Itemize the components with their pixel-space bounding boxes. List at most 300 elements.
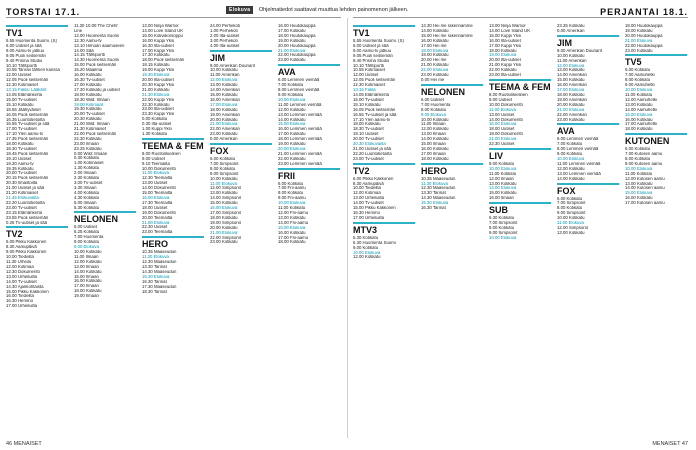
programme-entry: 11.00 Lemmen viemää bbox=[557, 161, 601, 166]
programme-entry: 10.00 Elokuva bbox=[278, 201, 306, 206]
programme-entry: 22.00 Amerikan bbox=[557, 112, 587, 117]
programme-entry: 10.00 Kotikatu bbox=[557, 53, 585, 58]
programme-entry: 12.00 Kotikatu bbox=[421, 127, 449, 132]
header-rule-left bbox=[6, 17, 341, 18]
programme-entry: 2.00 Ilmaan bbox=[74, 171, 97, 176]
programme-entry: 15.10 Kotikatu bbox=[353, 102, 381, 107]
channel-name: JIM bbox=[210, 52, 226, 63]
channel-name: JIM bbox=[557, 37, 573, 48]
programme-entry: 15.00 Kotikatu bbox=[489, 191, 517, 196]
programme-entry: 17.30 Maaseudun bbox=[142, 284, 177, 289]
channel-heading bbox=[210, 50, 274, 63]
channel-heading bbox=[353, 163, 417, 176]
channel-accent-bar bbox=[353, 25, 415, 27]
programme-entry: 17.00 Hei me bbox=[421, 43, 447, 48]
listing-column bbox=[210, 24, 274, 438]
programme-entry: 14.00 Tv-uutiset bbox=[6, 279, 37, 284]
programme-entry: 11.00 Kotikatu bbox=[625, 171, 653, 176]
programme-entry: 11.00 Ilmaan bbox=[421, 122, 446, 127]
programme-entry: 18.30 Tv-uutiset bbox=[6, 146, 37, 151]
programme-entry: 20.30 Ilmastoilta bbox=[6, 181, 38, 186]
programme-entry: 22.30 Kotikatu bbox=[142, 102, 170, 107]
programme-entry: 6.00 Kotikatu bbox=[625, 68, 651, 73]
programme-entry: 15.00 Elokuva bbox=[625, 112, 653, 117]
programme-entry: 19.00 Dokumentti bbox=[142, 210, 176, 215]
programme-entry: 14.00 Kotikatu bbox=[278, 117, 306, 122]
channel-accent-bar bbox=[74, 211, 136, 213]
programme-entry: 19.20 Aamu-tv bbox=[6, 161, 34, 166]
day-title-right: PERJANTAI 18.1. bbox=[600, 7, 688, 17]
programme-entry: 17.00 Ilmaan bbox=[74, 284, 99, 289]
programme-entry: 13.00 Kotikatu bbox=[625, 102, 653, 107]
programme-entry: 16.00 Amerikan bbox=[557, 83, 587, 88]
channel-accent-bar bbox=[625, 54, 687, 56]
programme-entry: 6.00 Kotikatu bbox=[625, 147, 651, 152]
programme-entry: 15.00 Ilmaan bbox=[74, 274, 99, 279]
listing-column bbox=[557, 24, 621, 438]
programme-entry: 7.00 Simpsonit bbox=[489, 221, 518, 226]
programme-entry: 6.00 Uutiset bbox=[74, 225, 97, 230]
programme-entry: 20.30 Elokuvailta bbox=[353, 142, 386, 147]
programme-entry: 15.00 Tv-uutiset bbox=[6, 97, 37, 102]
programme-entry: 22.00 Huutokauppa bbox=[625, 43, 663, 48]
page-header bbox=[0, 0, 696, 22]
programme-entry: 19.00 Elokuva bbox=[489, 53, 517, 58]
programme-entry: 12.00 Kotimaa bbox=[353, 191, 381, 196]
programme-entry: 23.15 Elämänkerta bbox=[6, 210, 43, 215]
programme-entry: 12.05 Puoli seitsemän bbox=[6, 78, 49, 83]
programme-entry: 15.00 Ilmaan bbox=[421, 142, 446, 147]
programme-entry: 9.00 Uutiset bbox=[489, 97, 512, 102]
programme-entry: 15.00 Puoli seitsemän bbox=[74, 63, 117, 68]
channel-name: NELONEN bbox=[74, 214, 119, 225]
programme-entry: 10.55 Kotimaiset bbox=[353, 68, 386, 73]
programme-entry: 14.00 Amerikan bbox=[557, 73, 587, 78]
programme-entry: 13.00 Lemmen viemää bbox=[557, 171, 601, 176]
listing-column bbox=[489, 24, 553, 438]
programme-entry: 19.00 Kotimaat bbox=[74, 102, 103, 107]
channel-accent-bar bbox=[278, 64, 340, 66]
programme-entry: 20.30 Kotikatu bbox=[74, 117, 102, 122]
channel-name: TV5 bbox=[625, 57, 642, 68]
programme-entry: 12.30 Teemailta bbox=[142, 176, 173, 181]
programme-entry: 17.30 Kotikatu bbox=[142, 53, 170, 58]
programme-entry: 20.00 Huutokauppa bbox=[278, 43, 316, 48]
programme-entry: 17.00 Frii-aamu bbox=[278, 235, 309, 240]
programme-entry: 16.30 Tarinat bbox=[142, 279, 167, 284]
programme-entry: 10.00 Tiedeilta bbox=[6, 255, 34, 260]
listing-column bbox=[278, 24, 342, 438]
programme-entry: 9.00 Kotikatu bbox=[353, 245, 379, 250]
programme-entry: 22.00 Simpsonit bbox=[210, 235, 241, 240]
programme-entry: 21.00 Kotikatu bbox=[142, 87, 170, 92]
channel-name: SUB bbox=[489, 205, 509, 216]
page-number-right: MENAISET 47 bbox=[652, 441, 688, 447]
programme-entry: 9.00 Aamuhetki bbox=[625, 83, 655, 88]
channel-name: TV1 bbox=[6, 28, 23, 38]
programme-entry: 15.00 Kuppi Yksi bbox=[489, 33, 522, 38]
programme-entry: 10.00 Elokuva bbox=[489, 166, 517, 171]
programme-entry: 14.00 Kotikatu bbox=[421, 137, 449, 142]
programme-entry: 0.00 Wild: Ilmaan bbox=[74, 151, 108, 156]
programme-entry: 1.00 Perhekoti bbox=[210, 28, 238, 33]
channel-heading bbox=[278, 168, 342, 181]
programme-entry: 10.00 Kotikatu bbox=[557, 216, 585, 221]
channel-heading bbox=[489, 202, 553, 215]
programme-entry: 13.30 Tarinat bbox=[142, 264, 167, 269]
channel-name: FRII bbox=[278, 170, 295, 181]
programme-entry: 16.00 Tiedeilta bbox=[6, 294, 34, 299]
channel-accent-bar bbox=[557, 183, 619, 185]
programme-entry: 23.00 Kotikatu bbox=[421, 73, 449, 78]
programme-entry: 19.00 Kuppi Yksi bbox=[142, 68, 175, 73]
listing-column bbox=[353, 24, 417, 438]
channel-accent-bar bbox=[489, 79, 551, 81]
channel-heading bbox=[6, 25, 70, 38]
page-number-left: 46 MENAISET bbox=[6, 441, 42, 447]
programme-entry: 22.00 Kuppi Yksi bbox=[142, 97, 175, 102]
programme-entry: 12.30 Maaseudun bbox=[421, 186, 456, 191]
programme-entry: 20.00 Huutokauppa bbox=[625, 33, 663, 38]
programme-entry: 6.25 Kotikatu bbox=[74, 230, 100, 235]
programme-entry: 5.55 Huomenta Suomi. (S) bbox=[353, 39, 404, 43]
programme-entry: 9.05 Puoli seitsemän bbox=[353, 53, 393, 58]
programme-entry: 12.00 Elokuva bbox=[557, 63, 585, 68]
programme-entry: 19.00 Amerikan bbox=[210, 112, 240, 117]
programme-entry: 13.00 Lemmen viemää bbox=[278, 112, 322, 117]
channel-heading bbox=[142, 236, 206, 249]
programme-entry: 14.30 Maaseudun bbox=[421, 196, 456, 201]
programme-entry: 0.30 Kotikatu bbox=[74, 156, 100, 161]
programme-entry: 15.00 Elokuva bbox=[278, 122, 306, 127]
programme-entry: 17.30 Teemailta bbox=[142, 200, 173, 205]
programme-entry: 15.00 Kotiviikonloppu bbox=[142, 33, 183, 38]
programme-entry: 12.00 Kotimaa bbox=[6, 264, 34, 269]
programme-entry: 10.00 Elokuva bbox=[625, 88, 653, 93]
programme-entry: 14.00 Dokumentti bbox=[142, 186, 176, 191]
programme-entry: 12.30 Aamu-tv bbox=[74, 38, 102, 43]
programme-entry: 8.00 Ruotsinkielinen bbox=[142, 151, 181, 156]
programme-entry: 21.30 Kotimaiset bbox=[74, 127, 107, 132]
programme-entry: 22.30 Uutiset bbox=[142, 225, 168, 230]
programme-entry: 1.30 Kotikatu bbox=[142, 131, 168, 136]
programme-entry: 13.00 Urheiluilta bbox=[353, 196, 385, 201]
channel-heading bbox=[353, 25, 417, 38]
channel-heading bbox=[489, 148, 553, 161]
programme-entry: 20.00 Tv-uutiset bbox=[353, 137, 384, 142]
programme-entry: 12.00 Ilmaan bbox=[489, 176, 514, 181]
programme-entry: 10.00 Kotikatu bbox=[421, 117, 449, 122]
programme-entry: 15.00 Elokuva bbox=[278, 225, 306, 230]
programme-entry: 15.00 Pikku Kakkonen bbox=[6, 289, 49, 294]
programme-entry: 22.20 Luontotietoilta bbox=[353, 151, 392, 156]
programme-entry: 7.00 Huomenta bbox=[74, 235, 104, 240]
programme-entry: 12.30 Maaseudun bbox=[142, 260, 177, 265]
programme-entry: 22.00 Amerikan bbox=[210, 127, 240, 132]
programme-entry: 23.00 Ilmaan bbox=[74, 141, 99, 146]
programme-entry: 20.00 Kotikatu bbox=[557, 102, 585, 107]
programme-entry: 13.15 Fakta: Lääkärit bbox=[6, 88, 47, 93]
programme-entry: 3.00 Tv-uutiset bbox=[74, 181, 103, 185]
programme-entry: 18.00 Elokuva bbox=[421, 48, 449, 53]
programme-entry: 19.00 Kotikatu bbox=[421, 53, 449, 58]
programme-entry: 10.35 Maaseudun bbox=[142, 250, 177, 255]
programme-entry: 14.00 Tv-uutiset bbox=[353, 201, 384, 206]
programme-entry: 11.00 Elokuva bbox=[489, 107, 516, 112]
programme-entry: 1.00 Kotimaiset bbox=[74, 161, 104, 166]
programme-entry: 23.00 Ilta-uutiset bbox=[489, 73, 521, 78]
programme-entry: 6.00 Kotikatu bbox=[557, 196, 583, 201]
programme-entry: 15.00 Elokuva bbox=[625, 191, 653, 196]
channel-name: TEEMA & FEM bbox=[489, 81, 551, 92]
channel-heading bbox=[278, 64, 342, 77]
programme-entry: 22.00 Puoli seitsemän bbox=[74, 131, 117, 136]
programme-entry: 6.00 Lemmen viemää bbox=[278, 78, 320, 83]
programme-entry: 17.00 Urheiluilta bbox=[353, 215, 385, 220]
channel-accent-bar bbox=[142, 236, 204, 238]
programme-entry: 13.00 Kotikatu bbox=[625, 181, 653, 186]
programme-entry: 16.05 Puoli seitsemän bbox=[6, 112, 49, 117]
channel-heading bbox=[421, 84, 485, 97]
programme-entry: 0.00 Amerikan bbox=[210, 137, 238, 142]
programme-entry: 20.00 Tv-uutiset bbox=[6, 171, 37, 176]
programme-entry: 21.45 Elokuvailta bbox=[6, 196, 39, 200]
programme-entry: 14.05 Elämänkerta bbox=[353, 92, 390, 97]
programme-entry: 21.00 Kotikatu bbox=[421, 63, 449, 68]
programme-entry: 5.55 Huomenta Suomi. (S) bbox=[6, 39, 57, 43]
programme-entry: 7.00 Aamuhetki bbox=[625, 73, 655, 78]
programme-entry: 19.00 Amerikan bbox=[557, 97, 587, 102]
programme-entry: 15.00 Hei me rakennamme bbox=[421, 33, 473, 38]
programme-entry: 23.00 Tv-uutiset bbox=[6, 205, 37, 210]
programme-entry: 14.00 Kotikatu bbox=[74, 269, 102, 274]
programme-entry: 10.55 Tanssii tähtien kanssa bbox=[6, 68, 60, 73]
programme-entry: 6.00 Pikku Kakkonen bbox=[6, 240, 47, 245]
programme-entry: 8.00 Kotikatu bbox=[557, 206, 583, 211]
programme-entry: 8.00 Kotikatu bbox=[74, 240, 100, 245]
header-rule-right bbox=[353, 17, 688, 18]
programme-entry: 17.00 Aamuhetki bbox=[625, 122, 658, 127]
channel-accent-bar bbox=[557, 123, 619, 125]
programme-entry: 15.00 Kotikatu bbox=[210, 201, 238, 206]
programme-entry: 9.00 Simpsonit bbox=[210, 171, 239, 176]
programme-entry: 21.00 Lemmen viemää bbox=[278, 151, 322, 156]
programme-entry: 21.00 Kuppi Yksi bbox=[489, 63, 522, 68]
programme-entry: 6.00 Lemmen viemää bbox=[557, 137, 599, 142]
programme-entry: 12.00 Uutiset bbox=[6, 73, 32, 78]
programme-entry: 21.00 Elokuva bbox=[489, 137, 517, 142]
programme-entry: 8.00 Kotikatu bbox=[278, 191, 304, 196]
programme-entry: 11.00 Ilmaan bbox=[74, 254, 99, 259]
programme-entry: 24.00 Perhekoti bbox=[210, 24, 241, 28]
programme-entry: 15.00 Kotikatu bbox=[557, 78, 585, 83]
programme-entry: 5.30 Kotikatu bbox=[353, 235, 379, 240]
channel-heading bbox=[625, 133, 689, 146]
programme-entry: 10.00 Elokuva bbox=[278, 97, 306, 102]
programme-entry: 17.00 Tv-uutiset bbox=[6, 127, 37, 132]
programme-entry: 13.30 Tarinat bbox=[421, 191, 446, 196]
programme-entry: 0.00 Hei me bbox=[421, 77, 445, 82]
channel-heading bbox=[74, 211, 138, 224]
programme-entry: 19.10 Uutiset bbox=[6, 156, 32, 161]
programme-entry: 11.00 Elokuva bbox=[210, 181, 237, 186]
header-note-text: Ohjelmatiedot saattavat muuttua lehden painomenon jälkeen. bbox=[258, 7, 409, 13]
programme-entry: 17.00 Kutosen aamu bbox=[625, 201, 665, 206]
channel-heading bbox=[421, 163, 485, 176]
programme-entry: 20.00 Tv-uutiset bbox=[74, 112, 105, 117]
programme-entry: 18.00 Kotikatu bbox=[421, 156, 449, 161]
programme-entry: 13.00 Ninja Warrior bbox=[489, 24, 526, 28]
channel-heading bbox=[489, 79, 553, 92]
programme-entry: 16.00 Kotikatu bbox=[278, 230, 306, 235]
programme-entry: 7.00 Simpsonit bbox=[210, 161, 239, 166]
programme-entry: 18.00 Uutiset bbox=[489, 127, 515, 132]
programme-entry: 18.00 Kotikatu bbox=[625, 127, 653, 132]
programme-entry: 10.00 Kotikatu bbox=[210, 68, 238, 73]
programme-entry: 22.30 Uutiset bbox=[489, 142, 515, 147]
programme-entry: 7.00 Kotikatu bbox=[557, 142, 583, 147]
channel-name: LIV bbox=[489, 150, 504, 161]
programme-entry: 23.00 Kotikatu bbox=[210, 132, 238, 137]
programme-entry: 23.00 Lemmen viemää bbox=[278, 161, 322, 166]
programme-entry: 15.00 Teemailta bbox=[142, 191, 173, 196]
programme-entry: 18.30 Wild: Ilmaan bbox=[74, 97, 110, 102]
channel-accent-bar bbox=[210, 143, 272, 145]
programme-entry: 17.10 Ylen aamu-tv bbox=[6, 132, 44, 137]
channel-accent-bar bbox=[353, 222, 415, 224]
programme-entry: 16.00 Kotikatu bbox=[74, 279, 102, 284]
programme-entry: 9.00 Pikku Kakkonen bbox=[6, 250, 47, 255]
programme-entry: 20.30 Kuppi Yksi bbox=[142, 82, 175, 87]
programme-entry: 14.00 Love Island UK bbox=[142, 28, 184, 33]
programme-entry: 20.00 Kotikatu bbox=[210, 117, 238, 122]
programme-entry: 18.00 Kotikatu bbox=[489, 48, 517, 53]
channel-accent-bar bbox=[489, 148, 551, 150]
programme-entry: 13.00 Kotikatu bbox=[557, 230, 585, 235]
programme-entry: 17.00 Elokuva bbox=[210, 102, 238, 107]
channel-name: FOX bbox=[210, 146, 229, 157]
programme-entry: 21.00 Elokuva bbox=[557, 107, 585, 112]
programme-entry: 9.10 Teemailta bbox=[142, 161, 170, 166]
programme-entry: 17.00 Kotikatu bbox=[74, 82, 102, 87]
programme-entry: 18.00 Huutokauppa bbox=[278, 33, 316, 38]
programme-entry: 6.00 Uutiset ja sää bbox=[353, 43, 389, 48]
programme-entry: 23.00 Ilta-uutiset bbox=[142, 107, 174, 112]
programme-entry: 12.00 Kutosen aamu bbox=[625, 176, 665, 181]
programme-entry: 10.00 Dokumentti bbox=[142, 166, 176, 171]
programme-entry: 15.30 Elokuva bbox=[421, 201, 449, 206]
programme-entry: 14.00 Elokuva bbox=[489, 186, 517, 191]
programme-entry: 18.00 Puoli seitsemän bbox=[142, 58, 185, 63]
programme-entry: 20.00 Teemailta bbox=[142, 215, 173, 220]
programme-entry: 13.00 Kotikatu bbox=[278, 215, 306, 220]
programme-entry: 13.00 Uutiset bbox=[489, 112, 515, 117]
programme-entry: 10.00 Elokuva bbox=[489, 235, 517, 240]
programme-entry: 10.00 Kotikatu bbox=[74, 249, 102, 254]
programme-entry: 12.30 Kotimaiset bbox=[353, 83, 386, 88]
channel-accent-bar bbox=[6, 25, 68, 27]
programme-entry: 11.00 Kotikatu bbox=[489, 171, 517, 176]
programme-entry: 10.00 Elokuva bbox=[625, 166, 653, 171]
programme-entry: 14.00 Aamuhetki bbox=[625, 107, 658, 112]
programme-entry: 16.30 Tv-uutiset bbox=[74, 77, 105, 82]
programme-entry: 14.00 Sää bbox=[74, 48, 94, 53]
programme-entry: 20.00 Kotikatu bbox=[210, 225, 238, 230]
programme-entry: 12.00 Simpsonit bbox=[557, 226, 588, 230]
channel-heading bbox=[557, 183, 621, 196]
programme-entry: 6.00 Uutiset bbox=[421, 97, 444, 102]
programme-entry: 9.00 Aamu-tv jatkuu bbox=[6, 48, 44, 53]
programme-entry: 21.20 Kotimaiset bbox=[6, 191, 39, 196]
programme-entry: 10.10 Tähtiportti bbox=[6, 63, 37, 68]
programme-entry: 9.00 Uutiset bbox=[142, 156, 165, 161]
programme-entry: 17.00 Urheiluilta bbox=[6, 304, 38, 309]
programme-entry: 17.00 Elokuva bbox=[557, 88, 585, 93]
programme-entry: 16.00 Elokuva bbox=[210, 206, 238, 211]
programme-entry: 12.30 Kotimaiset bbox=[6, 83, 39, 88]
programme-entry: 15.10 Kotikatu bbox=[6, 102, 34, 107]
programme-entry: 13.00 Ilmaan bbox=[421, 132, 446, 137]
programme-entry: 16.30 Ilta-uutiset bbox=[142, 43, 174, 48]
programme-entry: 23.55 Puoli seitsemän bbox=[6, 215, 49, 220]
programme-entry: 13.00 Kotikatu bbox=[210, 83, 238, 88]
programme-entry: 12.00 Elokuva bbox=[210, 78, 238, 83]
programme-entry: 21.00 Elokuva bbox=[142, 220, 170, 225]
programme-entry: 23.00 Tv-uutiset bbox=[353, 156, 384, 161]
programme-entry: 4.00 Kotikatu bbox=[74, 190, 100, 195]
programme-entry: 11.30 Elokuva bbox=[142, 255, 169, 260]
channel-accent-bar bbox=[625, 133, 687, 135]
programme-entry: 16.00 Elokuva bbox=[489, 122, 517, 127]
programme-entry: 9.00 Kotikatu bbox=[557, 152, 583, 157]
programme-entry: 6.00 Pikku Kakkonen bbox=[353, 176, 394, 181]
programme-entry: 9.00 Amerikan Duunarit bbox=[557, 48, 602, 53]
channel-heading bbox=[6, 226, 70, 239]
programme-entry: 12.00 Aamuhetki bbox=[625, 97, 658, 102]
programme-entry: 16.00 Lemmen viemää bbox=[278, 127, 322, 132]
programme-entry: 23.25 Kotikatu bbox=[74, 146, 102, 151]
programme-entry: 21.00 Uutiset ja sää bbox=[6, 186, 44, 191]
programme-entry: 23.00 Kotikatu bbox=[557, 117, 585, 122]
programme-entry: 23.00 Kotikatu bbox=[278, 58, 306, 63]
programme-entry: 18.00 Lemmen viemää bbox=[278, 137, 322, 142]
programme-entry: 21.00 Elokuva bbox=[210, 230, 238, 235]
programme-entry: 16.30 Hemmo bbox=[353, 211, 380, 215]
programme-entry: 21.00 Elokuva bbox=[625, 38, 653, 43]
programme-entry: 5.30 Kotikatu bbox=[74, 205, 100, 210]
programme-entry: 7.00 Kutosen aamu bbox=[625, 152, 663, 157]
programme-entry: 13.00 Kotikatu bbox=[489, 181, 517, 186]
channel-name: TV2 bbox=[6, 229, 23, 240]
programme-entry: 6.00 Kotikatu bbox=[210, 157, 236, 162]
programme-entry: 20.00 Elokuva bbox=[278, 146, 306, 151]
programme-entry: 18.00 Kotikatu bbox=[74, 289, 102, 294]
programme-entry: 16.00 Ilmaan bbox=[489, 196, 514, 201]
programme-entry: 21.00 Wild: Ilmaan bbox=[74, 122, 110, 127]
programme-entry: 12.00 Simpsonit bbox=[210, 186, 241, 191]
programme-entry: 8.00 Kotikatu bbox=[421, 107, 447, 112]
programme-entry: 8.00 Lemmen viemää bbox=[278, 88, 320, 93]
programme-entry: 0.30 Ilta-uutiset bbox=[142, 122, 172, 127]
programme-entry: 9.05 Puoli seitsemän bbox=[6, 53, 46, 58]
programme-entry: 11.30 10.00 The Chefs' bbox=[74, 24, 119, 28]
programme-entry: 19.00 Kotikatu bbox=[278, 142, 306, 147]
programme-entry: 16.55 Tv-uutiset ja sää bbox=[353, 112, 397, 117]
programme-entry: 19.30 Elokuva bbox=[142, 73, 170, 78]
programme-entry: 16.00 Ilta-uutiset bbox=[489, 38, 521, 43]
listing-columns bbox=[6, 24, 692, 438]
programme-entry: 8.00 Lemmen viemää bbox=[557, 147, 599, 152]
